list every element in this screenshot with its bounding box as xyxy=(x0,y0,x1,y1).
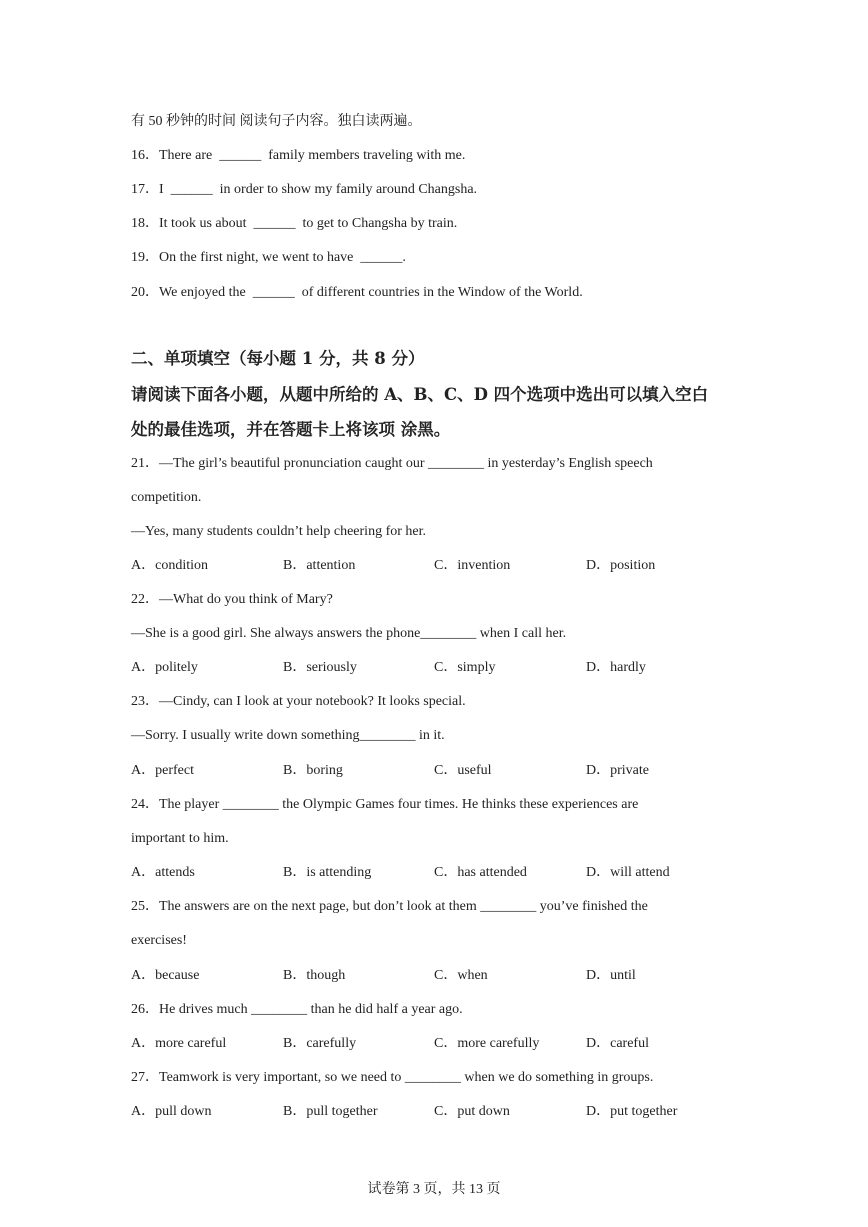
option-d[interactable]: D．careful xyxy=(586,1036,649,1051)
question-stem: 25．The answers are on the next page, but don’t look at them ________ you’ve finished the xyxy=(131,899,648,914)
question-line: 16．There are ______ family members traveling with me. xyxy=(131,148,466,163)
question-line: 17．I ______ in order to show my family around Changsha. xyxy=(131,182,478,197)
option-a[interactable]: A．pull down xyxy=(131,1104,212,1119)
question-stem: exercises! xyxy=(131,933,187,948)
question-stem: 27．Teamwork is very important, so we need to ________ when we do something in groups. xyxy=(131,1070,654,1085)
option-d[interactable]: D．hardly xyxy=(586,660,646,675)
question-stem: 21．—The girl’s beautiful pronunciation caught our ________ in yesterday’s English speech xyxy=(131,456,653,471)
option-c[interactable]: C．put down xyxy=(434,1104,510,1119)
question-line: 20．We enjoyed the ______ of different countries in the Window of the World. xyxy=(131,285,583,300)
option-a[interactable]: A．more careful xyxy=(131,1036,227,1051)
option-b[interactable]: B．carefully xyxy=(283,1036,357,1051)
option-c[interactable]: C．useful xyxy=(434,763,492,778)
section-title: 二、单项填空（每小题 1 分，共 8 分） xyxy=(131,349,425,368)
option-b[interactable]: B．attention xyxy=(283,558,356,573)
question-stem: —Yes, many students couldn’t help cheering for her. xyxy=(131,524,426,539)
listening-instruction: 有 50 秒钟的时间 阅读句子内容。独白读两遍。 xyxy=(131,114,422,129)
question-stem: 24．The player ________ the Olympic Games four times. He thinks these experiences are xyxy=(131,797,639,812)
option-c[interactable]: C．more carefully xyxy=(434,1036,540,1051)
question-stem: —Sorry. I usually write down something________ in it. xyxy=(131,728,445,743)
option-a[interactable]: A．politely xyxy=(131,660,198,675)
option-b[interactable]: B．seriously xyxy=(283,660,357,675)
question-stem: competition. xyxy=(131,490,202,505)
section-instruction: 处的最佳选项，并在答题卡上将该项 涂黑。 xyxy=(131,420,451,439)
option-d[interactable]: D．will attend xyxy=(586,865,670,880)
question-stem: 22．—What do you think of Mary? xyxy=(131,592,333,607)
option-d[interactable]: D．put together xyxy=(586,1104,678,1119)
option-b[interactable]: B．is attending xyxy=(283,865,372,880)
question-stem: —She is a good girl. She always answers the phone________ when I call her. xyxy=(131,626,567,641)
option-c[interactable]: C．has attended xyxy=(434,865,527,880)
option-d[interactable]: D．until xyxy=(586,968,636,983)
option-a[interactable]: A．condition xyxy=(131,558,208,573)
option-b[interactable]: B．though xyxy=(283,968,346,983)
question-line: 19．On the first night, we went to have ______. xyxy=(131,250,406,265)
option-d[interactable]: D．position xyxy=(586,558,656,573)
question-stem: important to him. xyxy=(131,831,229,846)
option-a[interactable]: A．perfect xyxy=(131,763,194,778)
option-a[interactable]: A．because xyxy=(131,968,200,983)
option-c[interactable]: C．simply xyxy=(434,660,496,675)
page-footer: 试卷第 3 页，共 13 页 xyxy=(367,1182,501,1197)
option-c[interactable]: C．invention xyxy=(434,558,511,573)
section-instruction: 请阅读下面各小题，从题中所给的 A、B、C、D 四个选项中选出可以填入空白 xyxy=(131,385,709,404)
option-b[interactable]: B．pull together xyxy=(283,1104,378,1119)
question-stem: 26．He drives much ________ than he did half a year ago. xyxy=(131,1002,463,1017)
option-c[interactable]: C．when xyxy=(434,968,488,983)
question-line: 18．It took us about ______ to get to Changsha by train. xyxy=(131,216,458,231)
option-d[interactable]: D．private xyxy=(586,763,649,778)
option-a[interactable]: A．attends xyxy=(131,865,195,880)
option-b[interactable]: B．boring xyxy=(283,763,343,778)
question-stem: 23．—Cindy, can I look at your notebook? It looks special. xyxy=(131,694,466,709)
